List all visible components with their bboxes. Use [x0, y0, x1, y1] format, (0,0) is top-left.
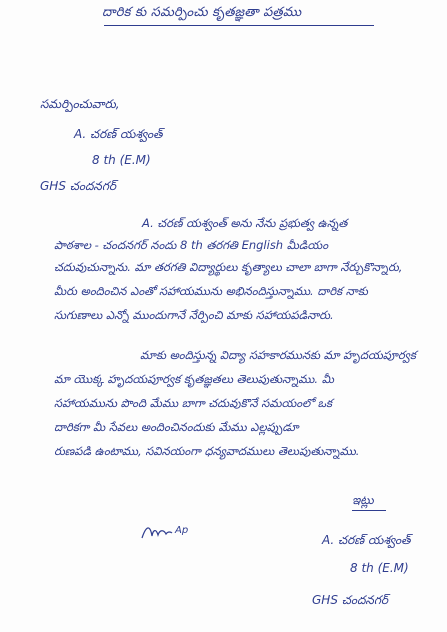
title-underline	[104, 25, 374, 26]
body-line: A. చరణ్ యశ్వంత్ అను నేను ప్రభుత్వ ఉన్నత	[142, 216, 348, 230]
salutation: సమర్పించువారు,	[40, 97, 120, 111]
signature-text: Ap	[175, 525, 189, 536]
sender-name: A. చరణ్ యశ్వంత్	[74, 127, 163, 141]
body-line: సుగుణాలు ఎన్నో ముందుగానే నేర్పించి మాకు సహాయపడినారు.	[54, 308, 334, 322]
body-line: మీరు అందించిన ఎంతో సహాయమును అభినందిస్తున్నాము. దారిక నాకు	[54, 284, 368, 298]
signature-scribble	[140, 520, 174, 544]
closing-underline	[352, 510, 386, 511]
signoff-class: 8 th (E.M)	[350, 561, 409, 575]
signoff-name: A. చరణ్ యశ్వంత్	[322, 533, 411, 547]
closing: ఇట్లు	[352, 493, 374, 507]
body-line: పాఠశాల - చందనగర్ నందు 8 th తరగతి English మీడియం	[54, 238, 329, 252]
body-line: రుణపడి ఉంటాము, సవినయంగా ధన్యవాదములు తెలుపుతున్నాము.	[54, 444, 360, 458]
body-line: మా యొక్క హృదయపూర్వక కృతజ్ఞతలు తెలుపుతున్నాము. మీ	[54, 372, 334, 386]
body-line: సహాయమును పొంది మేము బాగా చదువుకొనే సమయంలో ఒక	[54, 396, 333, 410]
sender-class: 8 th (E.M)	[92, 153, 151, 167]
signoff-school: GHS చందనగర్	[312, 593, 388, 607]
body-line: చదువుచున్నాను. మా తరగతి విద్యార్థులు కృత్యాలు చాలా బాగా నేర్చుకొన్నారు,	[54, 260, 403, 274]
letter-title: దారిక కు సమర్పించు కృతజ్ఞతా పత్రము	[102, 5, 302, 20]
body-line: దారికగా మీ సేవలు అందించినందుకు మేము ఎల్లప్పుడూ	[54, 420, 299, 434]
body-line: మాకు అందిస్తున్న విద్యా సహకారమునకు మా హృదయపూర్వక	[140, 348, 416, 362]
sender-school: GHS చందనగర్	[40, 179, 116, 193]
